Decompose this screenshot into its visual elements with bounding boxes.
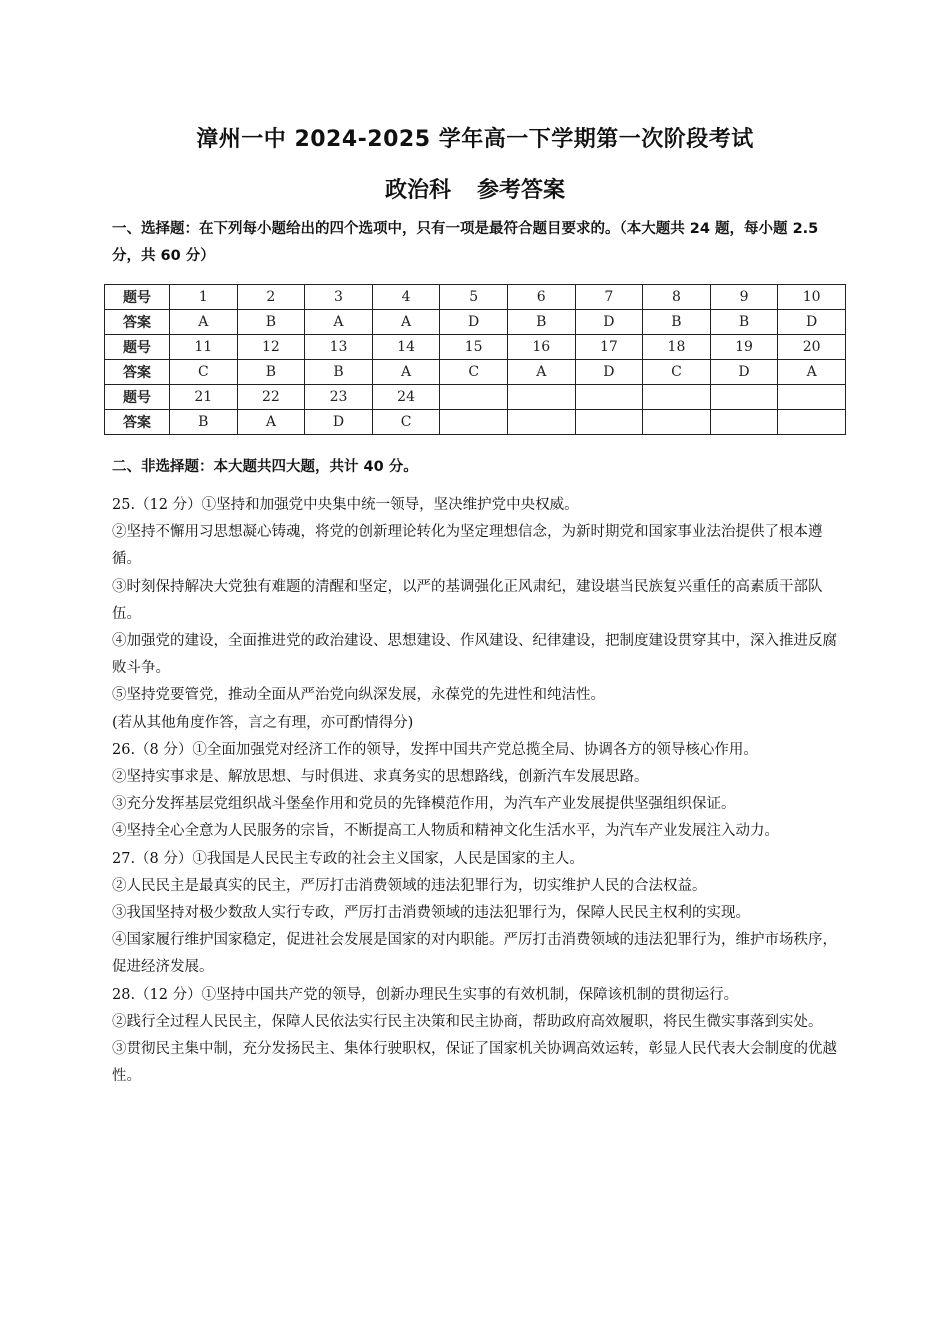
question-number-cell: 23 xyxy=(305,385,373,410)
question-number-cell: 8 xyxy=(643,285,711,310)
answer-line: 26.（8 分）①全面加强党对经济工作的领导，发挥中国共产党总揽全局、协调各方的领导核心作用。 xyxy=(112,741,758,758)
answer-cell: D xyxy=(575,310,643,335)
answer-line: ②坚持不懈用习思想凝心铸魂，将党的创新理论转化为坚定理想信念，为新时期党和国家事业法治提供了根本遵循。 xyxy=(112,524,823,568)
answer-cell xyxy=(778,410,846,435)
answer-cell: B xyxy=(710,310,778,335)
question-number-row xyxy=(105,285,846,310)
question-number-cell: 17 xyxy=(575,335,643,360)
answer-cell: A xyxy=(305,310,373,335)
answer-cell: A xyxy=(372,310,440,335)
question-number-cell: 18 xyxy=(643,335,711,360)
answer-cell: C xyxy=(170,360,238,385)
answer-cell: C xyxy=(643,360,711,385)
question-number-cell: 14 xyxy=(372,335,440,360)
question-number-cell: 7 xyxy=(575,285,643,310)
answer-cell: A xyxy=(372,360,440,385)
question-number-cell: 4 xyxy=(372,285,440,310)
answer-cell: D xyxy=(778,310,846,335)
answer-key-label: 参考答案 xyxy=(477,178,566,203)
question-number-cell: 13 xyxy=(305,335,373,360)
question-number-cell: 10 xyxy=(778,285,846,310)
answer-row xyxy=(105,360,846,385)
row-label-number: 题号 xyxy=(105,335,170,360)
question-number-cell xyxy=(643,385,711,410)
question-number-cell xyxy=(440,385,508,410)
answer-cell: D xyxy=(440,310,508,335)
question-number-cell xyxy=(778,385,846,410)
row-label-answer: 答案 xyxy=(105,310,170,335)
row-label-answer: 答案 xyxy=(105,360,170,385)
answer-cell: A xyxy=(778,360,846,385)
answer-row xyxy=(105,310,846,335)
exam-title: 漳州一中 2024-2025 学年高一下学期第一次阶段考试 xyxy=(196,127,754,152)
answer-cell: D xyxy=(710,360,778,385)
question-number-cell xyxy=(710,385,778,410)
question-number-row xyxy=(105,385,846,410)
answer-cell: B xyxy=(237,310,305,335)
answer-cell xyxy=(440,410,508,435)
answer-cell xyxy=(575,410,643,435)
question-number-cell: 11 xyxy=(170,335,238,360)
answer-line: ④国家履行维护国家稳定，促进社会发展是国家的对内职能。严厉打击消费领域的违法犯罪行为，维护市场秩序，促进经济发展。 xyxy=(112,932,837,976)
answer-line: 27.（8 分）①我国是人民民主专政的社会主义国家，人民是国家的主人。 xyxy=(112,850,584,867)
answer-line: ③贯彻民主集中制，充分发扬民主、集体行驶职权，保证了国家机关协调高效运转，彰显人民代表大会制度的优越性。 xyxy=(112,1041,837,1085)
question-number-cell: 24 xyxy=(372,385,440,410)
question-number-cell: 21 xyxy=(170,385,238,410)
answer-cell: C xyxy=(372,410,440,435)
question-number-cell: 19 xyxy=(710,335,778,360)
answer-line: ③充分发挥基层党组织战斗堡垒作用和党员的先锋模范作用，为汽车产业发展提供坚强组织保证。 xyxy=(112,796,736,813)
answer-line: ⑤坚持党要管党，推动全面从严治党向纵深发展，永葆党的先进性和纯洁性。 xyxy=(112,687,605,704)
answer-row xyxy=(105,410,846,435)
answer-cell: D xyxy=(305,410,373,435)
row-label-number: 题号 xyxy=(105,285,170,310)
answer-line: 28.（12 分）①坚持中国共产党的领导，创新办理民生实事的有效机制，保障该机制的贯彻运行。 xyxy=(112,986,739,1003)
answer-line: ②坚持实事求是、解放思想、与时俱进、求真务实的思想路线，创新汽车发展思路。 xyxy=(112,769,649,786)
section-1-heading: 一、选择题：在下列每小题给出的四个选项中，只有一项是最符合题目要求的。（本大题共 24 题，每小题 2.5 分，共 60 分） xyxy=(112,221,819,264)
answer-cell xyxy=(710,410,778,435)
document-subtitle xyxy=(0,173,950,204)
answer-cell: C xyxy=(440,360,508,385)
row-label-number: 题号 xyxy=(105,385,170,410)
answer-cell: A xyxy=(237,410,305,435)
question-number-cell xyxy=(507,385,575,410)
answer-line: ③我国坚持对极少数敌人实行专政，严厉打击消费领域的违法犯罪行为，保障人民民主权利的实现。 xyxy=(112,905,750,922)
answer-line: ③时刻保持解决大党独有难题的清醒和坚定，以严的基调强化正风肃纪，建设堪当民族复兴重任的高素质干部队伍。 xyxy=(112,578,823,622)
question-number-cell: 15 xyxy=(440,335,508,360)
question-number-cell: 3 xyxy=(305,285,373,310)
answer-cell xyxy=(643,410,711,435)
question-number-cell: 6 xyxy=(507,285,575,310)
answer-note: (若从其他角度作答，言之有理，亦可酌情得分) xyxy=(112,714,414,731)
answer-cell: A xyxy=(170,310,238,335)
question-number-cell: 2 xyxy=(237,285,305,310)
question-number-cell: 16 xyxy=(507,335,575,360)
answer-cell: D xyxy=(575,360,643,385)
question-number-cell: 1 xyxy=(170,285,238,310)
answer-cell: B xyxy=(305,360,373,385)
row-label-answer: 答案 xyxy=(105,410,170,435)
answer-line: ④坚持全心全意为人民服务的宗旨，不断提高工人物质和精神文化生活水平，为汽车产业发展注入动力。 xyxy=(112,823,779,840)
question-number-cell xyxy=(575,385,643,410)
question-number-cell: 12 xyxy=(237,335,305,360)
question-number-cell: 9 xyxy=(710,285,778,310)
answer-cell xyxy=(507,410,575,435)
question-number-cell: 22 xyxy=(237,385,305,410)
answer-cell: B xyxy=(237,360,305,385)
answer-cell: B xyxy=(170,410,238,435)
answer-line: ②人民民主是最真实的民主，严厉打击消费领域的违法犯罪行为，切实维护人民的合法权益。 xyxy=(112,877,707,894)
answer-line: 25.（12 分）①坚持和加强党中央集中统一领导，坚决维护党中央权威。 xyxy=(112,497,579,513)
answer-table xyxy=(104,284,846,435)
answer-line: ②践行全过程人民民主，保障人民依法实行民主决策和民主协商，帮助政府高效履职，将民生微实事落到实处。 xyxy=(112,1013,823,1030)
answer-line: ④加强党的建设，全面推进党的政治建设、思想建设、作风建设、纪律建设，把制度建设贯穿其中，深入推进反腐败斗争。 xyxy=(112,633,837,677)
answer-cell: B xyxy=(507,310,575,335)
question-number-cell: 5 xyxy=(440,285,508,310)
question-number-cell: 20 xyxy=(778,335,846,360)
answer-cell: A xyxy=(507,360,575,385)
question-number-row xyxy=(105,335,846,360)
answer-body xyxy=(112,492,844,1090)
subject-label: 政治科 xyxy=(384,178,451,203)
section-2-heading: 二、非选择题：本大题共四大题，共计 40 分。 xyxy=(112,459,418,475)
answer-cell: B xyxy=(643,310,711,335)
